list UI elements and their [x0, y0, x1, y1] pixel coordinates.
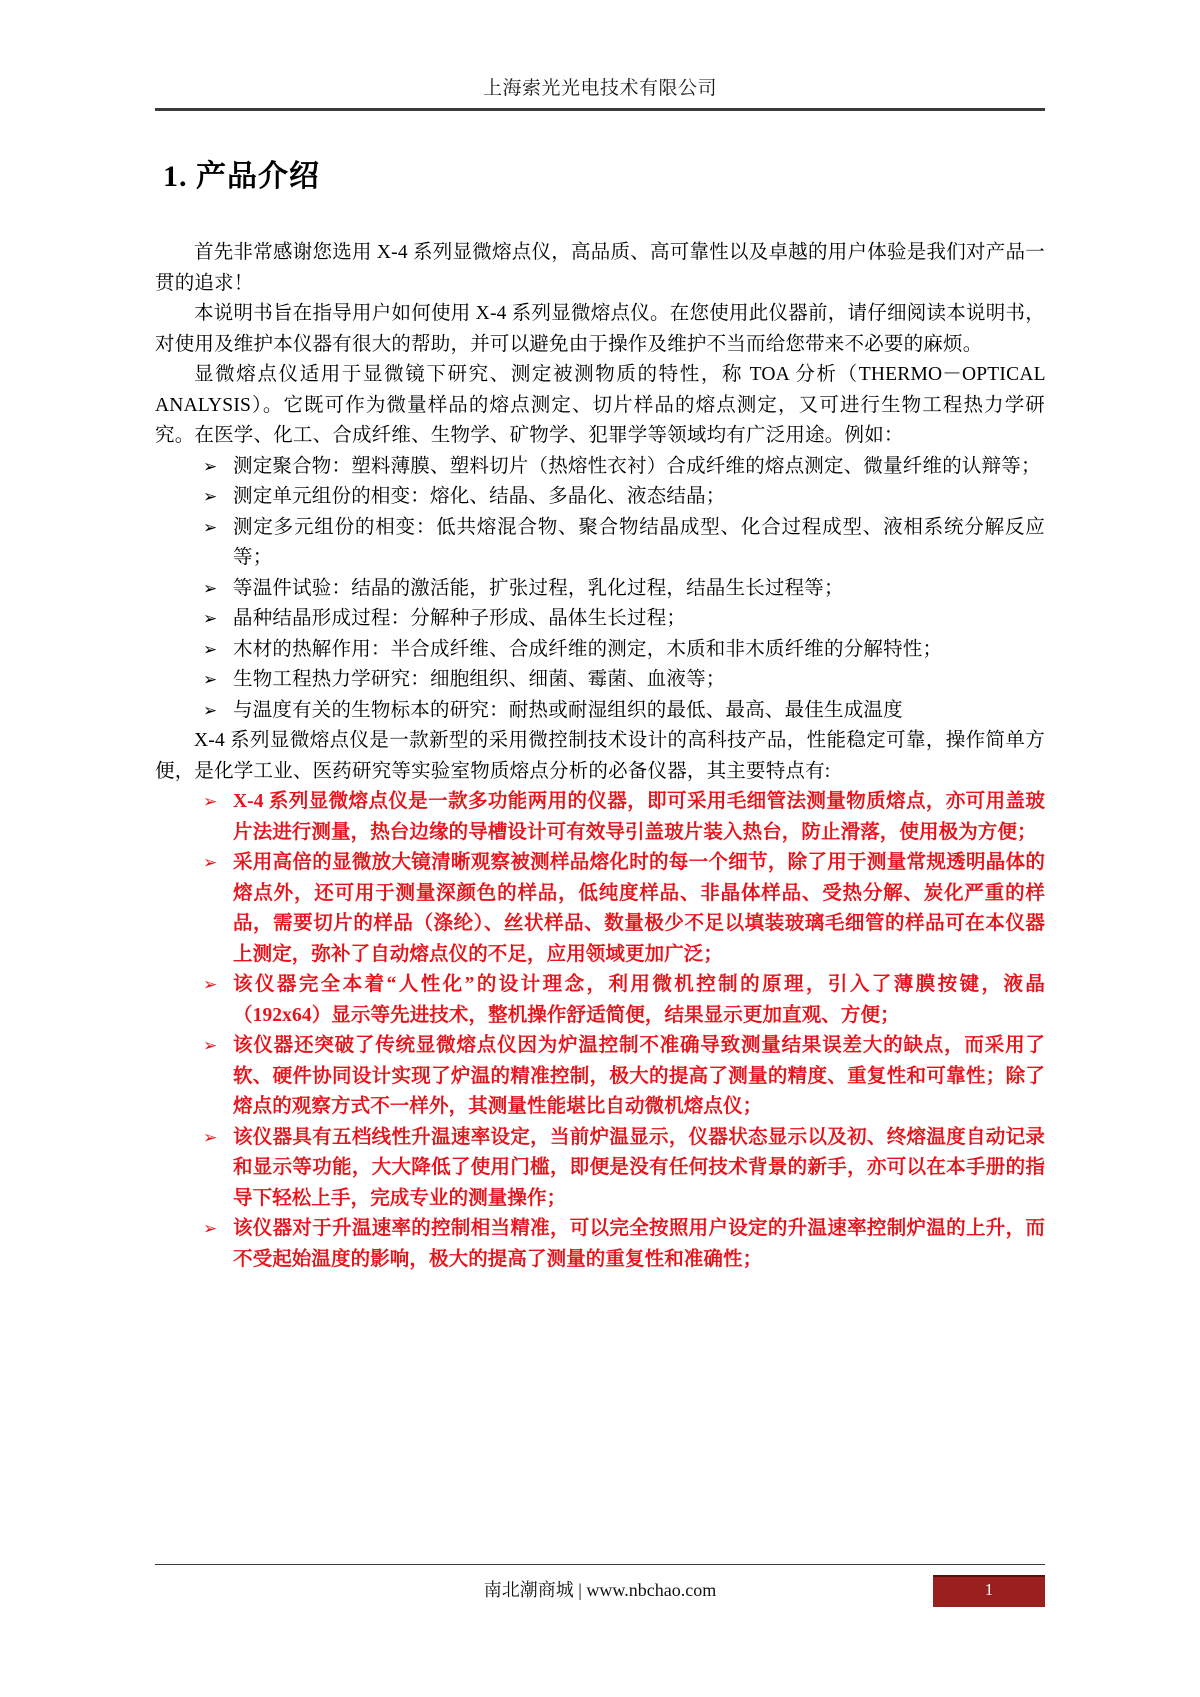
- page-number: 1: [984, 1580, 994, 1599]
- bullet-arrow-icon: ➢: [203, 487, 218, 507]
- feature-list: [155, 787, 1045, 1275]
- intro-paragraph-1: 首先非常感谢您选用 X-4 系列显微熔点仪，高品质、高可靠性以及卓越的用户体验是我们对产品一贯的追求！: [155, 242, 1045, 294]
- bullet-arrow-icon: ➢: [203, 975, 218, 995]
- bullet-arrow-icon: ➢: [203, 792, 218, 812]
- bullet-arrow-icon: ➢: [203, 639, 218, 660]
- footer-site-label: 南北潮商城 | www.nbchao.com: [483, 1580, 717, 1600]
- bullet-arrow-icon: ➢: [203, 609, 218, 629]
- list-item: [155, 604, 1045, 635]
- bullet-arrow-icon: ➢: [203, 1127, 218, 1148]
- list-item: [155, 1214, 1045, 1275]
- list-item: [155, 513, 1045, 574]
- list-item-text: 该仪器还突破了传统显微熔点仪因为炉温控制不准确导致测量结果误差大的缺点，而采用了软、硬件协同设计实现了炉温的精准控制，极大的提高了测量的精度、重复性和可靠性；除了熔点的观察方式不一样外，其测量性能堪比自动微机熔点仪；: [233, 1035, 1045, 1117]
- list-item: [155, 1031, 1045, 1123]
- list-item: [155, 970, 1045, 1031]
- list-item-text: 测定多元组份的相变：低共熔混合物、聚合物结晶成型、化合过程成型、液相系统分解反应等；: [233, 516, 1045, 568]
- bullet-arrow-icon: ➢: [203, 1219, 218, 1239]
- page-title: 1. 产品介绍: [163, 160, 320, 193]
- page-header: [155, 76, 1045, 111]
- bullet-arrow-icon: ➢: [203, 1036, 218, 1056]
- list-item-text: 该仪器对于升温速率的控制相当精准，可以完全按照用户设定的升温速率控制炉温的上升，而不受起始温度的影响，极大的提高了测量的重复性和准确性；: [233, 1218, 1045, 1270]
- header-company-name: 上海索光光电技术有限公司: [482, 78, 717, 99]
- list-item-text: 采用高倍的显微放大镜清晰观察被测样品熔化时的每一个细节，除了用于测量常规透明晶体的熔点外，还可用于测量深颜色的样品，低纯度样品、非晶体样品、受热分解、炭化严重的样品，需要切片的样品（涤纶）、丝状样品、数量极少不足以填装玻璃毛细管的样品可在本仪器上测定，弥补了自动熔点仪的不足，应用领域更加广泛；: [233, 852, 1045, 965]
- list-item-text: 晶种结晶形成过程：分解种子形成、晶体生长过程；: [233, 608, 687, 629]
- bullet-arrow-icon: ➢: [203, 853, 218, 873]
- footer-row: [155, 1575, 1045, 1609]
- summary-paragraph: X-4 系列显微熔点仪是一款新型的采用微控制技术设计的高科技产品，性能稳定可靠，操作简单方便，是化学工业、医药研究等实验室物质熔点分析的必备仪器，其主要特点有:: [155, 730, 1045, 782]
- bullet-arrow-icon: ➢: [203, 456, 218, 477]
- list-item-text: X-4 系列显微熔点仪是一款多功能两用的仪器，即可采用毛细管法测量物质熔点，亦可用盖玻片法进行测量，热台边缘的导槽设计可有效导引盖玻片装入热台，防止滑落，使用极为方便；: [233, 791, 1045, 843]
- list-item-text: 该仪器具有五档线性升温速率设定，当前炉温显示，仪器状态显示以及初、终熔温度自动记录和显示等功能，大大降低了使用门槛，即便是没有任何技术背景的新手，亦可以在本手册的指导下轻松上手，完成专业的测量操作；: [233, 1126, 1045, 1209]
- bullet-arrow-icon: ➢: [203, 700, 218, 721]
- list-item-text: 生物工程热力学研究：细胞组织、细菌、霉菌、血液等；: [233, 669, 726, 690]
- list-item-text: 测定单元组份的相变：熔化、结晶、多晶化、液态结晶；: [233, 486, 726, 507]
- page-footer: [155, 1564, 1045, 1609]
- list-item-text: 测定聚合物：塑料薄膜、塑料切片（热熔性衣衬）合成纤维的熔点测定、微量纤维的认辩等；: [233, 455, 1041, 477]
- intro-paragraph-3: 显微熔点仪适用于显微镜下研究、测定被测物质的特性，称 TOA 分析（THERMO－OPTICAL ANALYSIS）。它既可作为微量样品的熔点测定、切片样品的熔点测定，又可进行生物工程热力学研究。在医学、化工、合成纤维、生物学、矿物学、犯罪学等领域均有广泛用途。例如：: [155, 364, 1065, 446]
- list-item-text: 该仪器完全本着“人性化”的设计理念，利用微机控制的原理，引入了薄膜按键，液晶（192x64）显示等先进技术，整机操作舒适简便，结果显示更加直观、方便；: [233, 974, 1045, 1026]
- list-item: [155, 574, 1045, 605]
- footer-divider: [155, 1564, 1045, 1565]
- intro-paragraph-2: 本说明书旨在指导用户如何使用 X-4 系列显微熔点仪。在您使用此仪器前，请仔细阅读本说明书，对使用及维护本仪器有很大的帮助，并可以避免由于操作及维护不当而给您带来不必要的麻烦。: [155, 303, 1045, 355]
- list-item: [155, 482, 1045, 513]
- header-divider: [155, 108, 1045, 111]
- list-item-text: 与温度有关的生物标本的研究：耐热或耐湿组织的最低、最高、最佳生成温度: [233, 699, 903, 721]
- document-content: [155, 158, 1065, 1275]
- application-list: [155, 452, 1045, 727]
- list-item: [155, 665, 1045, 696]
- list-item-text: 等温件试验：结晶的激活能，扩张过程，乳化过程，结晶生长过程等；: [233, 577, 844, 599]
- list-item: [155, 635, 1045, 666]
- list-item: [155, 696, 1045, 727]
- list-item: [155, 787, 1045, 848]
- bullet-arrow-icon: ➢: [203, 517, 218, 538]
- bullet-arrow-icon: ➢: [203, 578, 218, 599]
- list-item: [155, 848, 1045, 970]
- bullet-arrow-icon: ➢: [203, 670, 218, 690]
- list-item-text: 木材的热解作用：半合成纤维、合成纤维的测定，木质和非木质纤维的分解特性；: [233, 638, 943, 660]
- list-item: [155, 1123, 1045, 1215]
- list-item: [155, 452, 1045, 483]
